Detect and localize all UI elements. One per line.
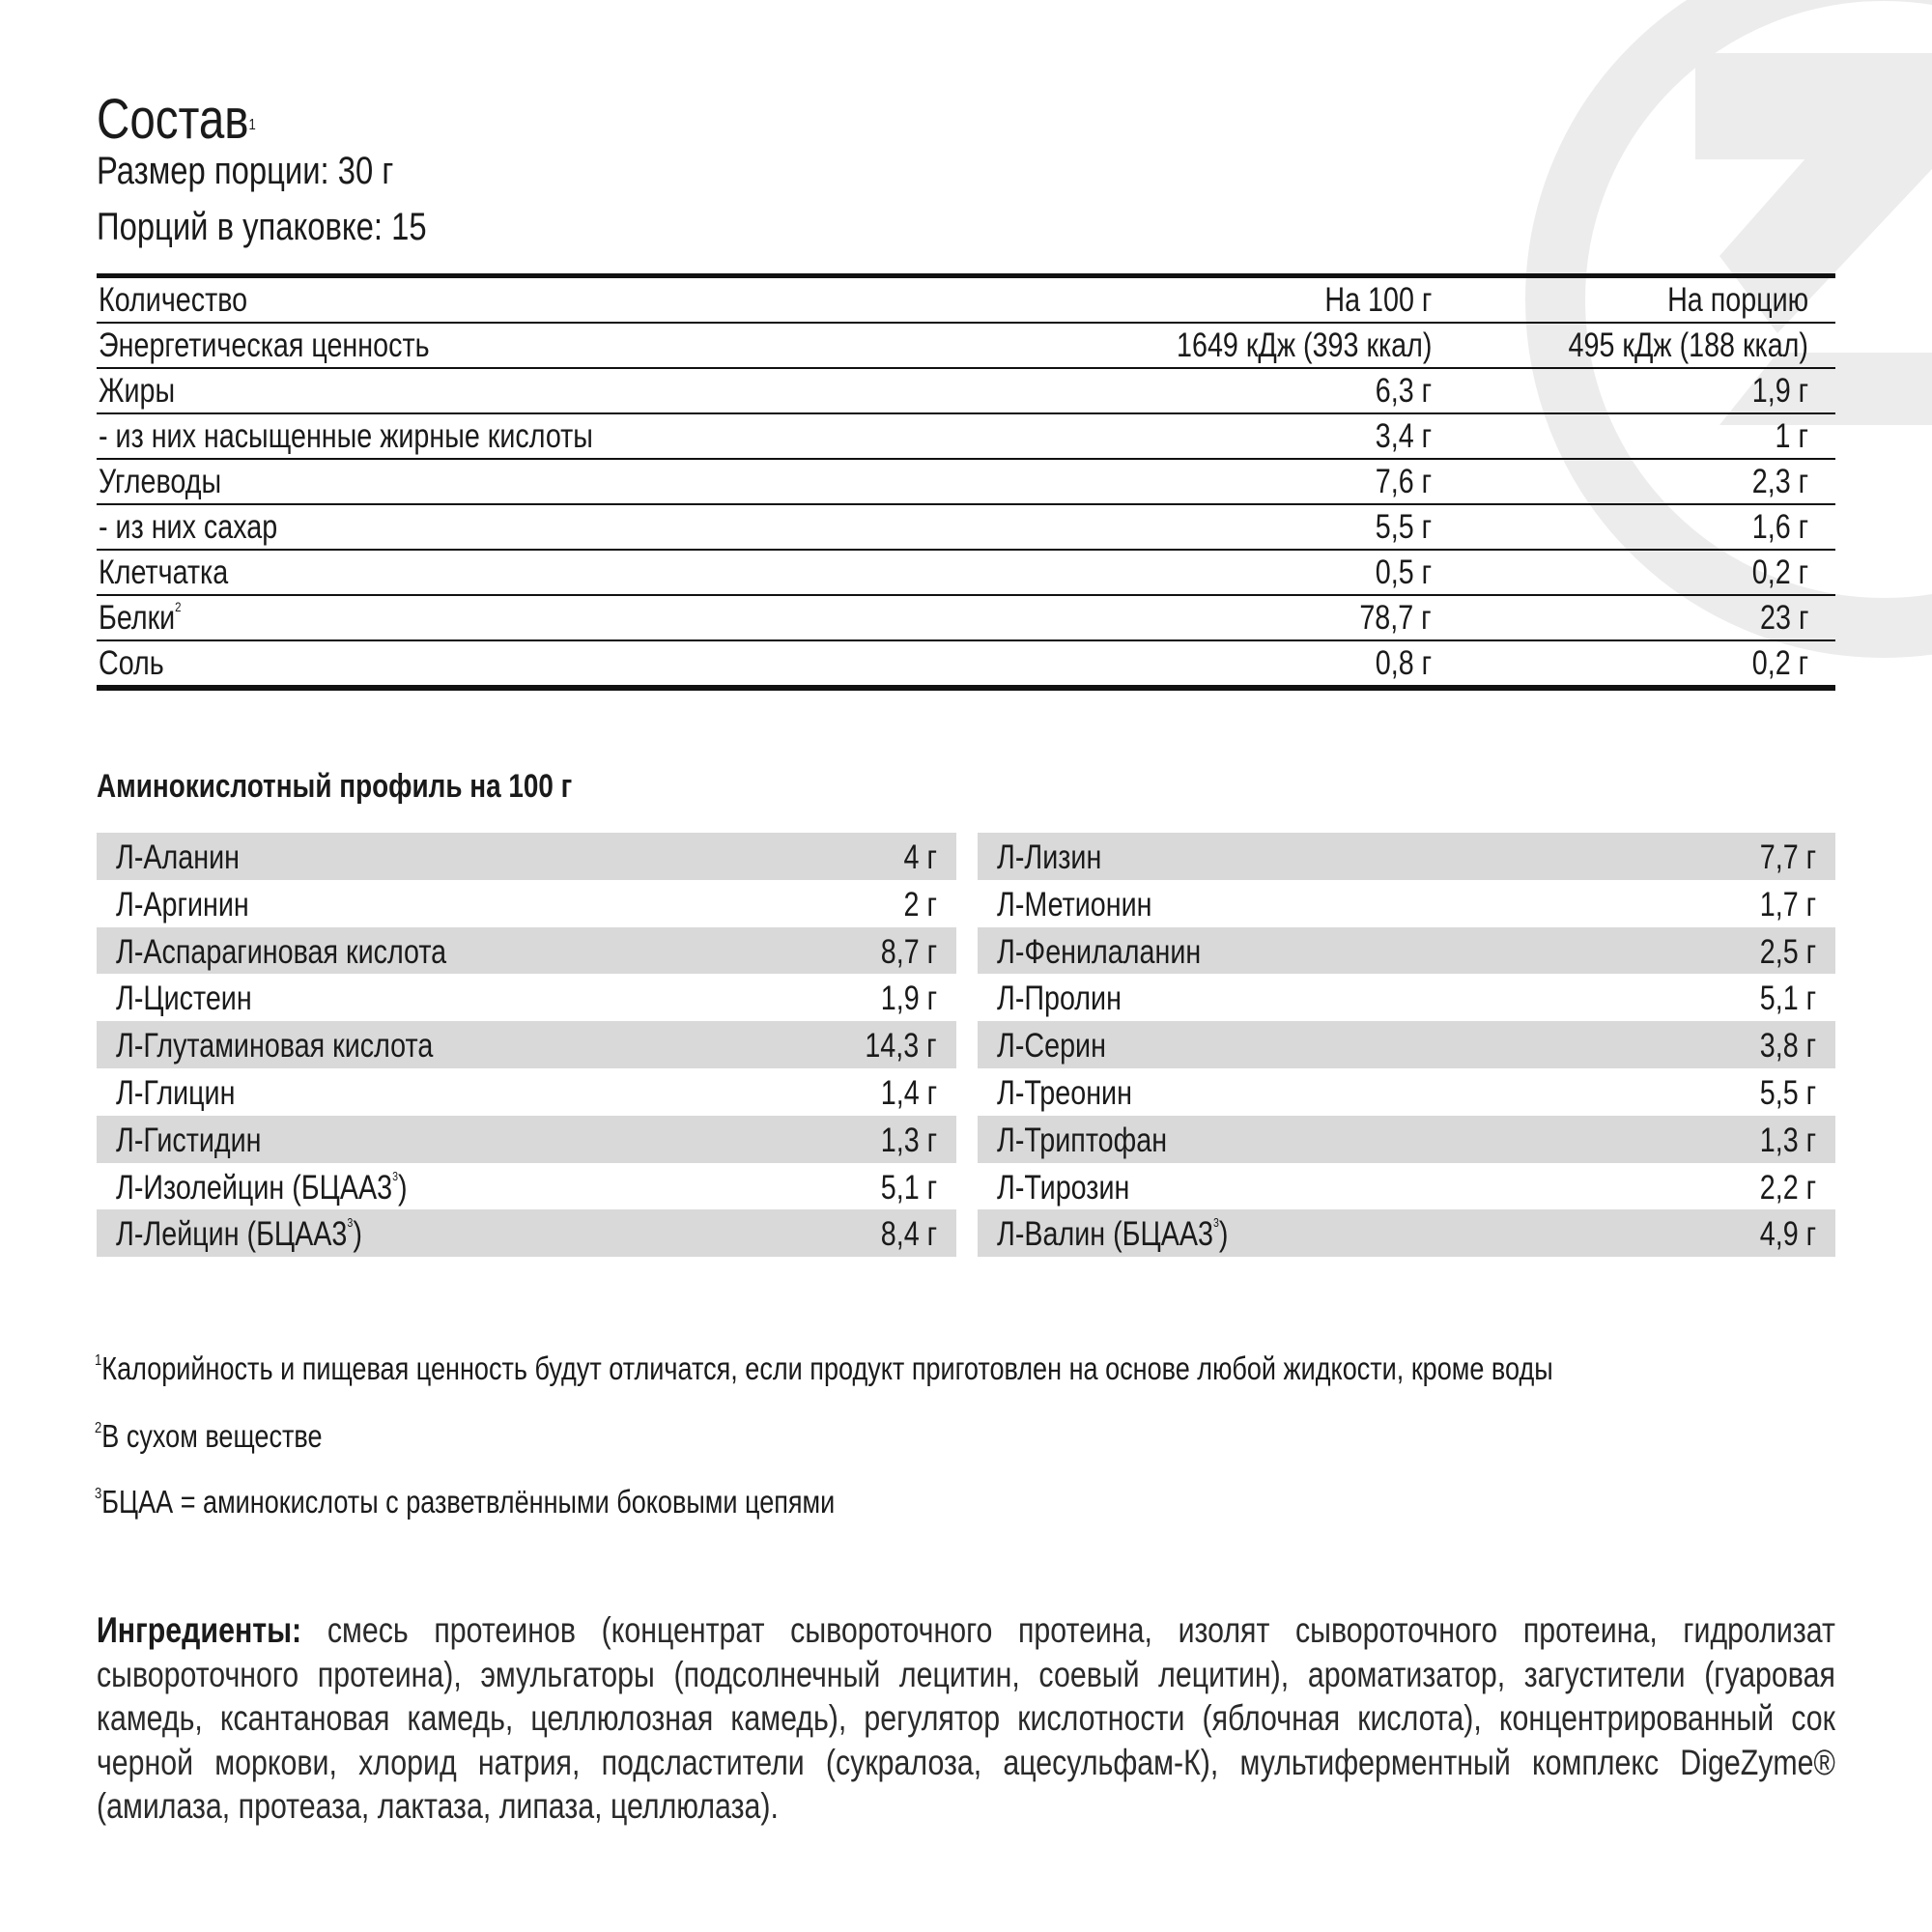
amino-name: Л-Глутаминовая кислота [116,1027,434,1065]
amino-name: Л-Треонин [997,1073,1132,1112]
nutrition-row [97,551,1835,596]
amino-value: 5,5 г [1759,1073,1816,1112]
amino-row [97,974,956,1021]
nutrient-name: Углеводы [99,463,222,500]
nutrient-name: Клетчатка [99,554,229,591]
serving-size: Размер порции: 30 г [97,150,394,192]
ingredients-label: Ингредиенты: [97,1610,302,1650]
nutrient-per-serving: 23 г [1759,599,1808,637]
ingredients-paragraph [97,1608,1835,1829]
amino-name: Л-Метионин [997,885,1152,923]
amino-name: Л-Аспарагиновая кислота [116,932,447,971]
amino-row [97,1116,956,1163]
amino-name: Л-Лейцин $(БЦАА3^3)$ [116,1215,362,1254]
amino-value: 4 г [903,838,937,876]
amino-name: Л-Серин [997,1027,1106,1065]
footnote-2: $^2$В сухом веществе [95,1418,323,1454]
amino-value: 5,1 г [880,1168,937,1207]
amino-name: Л-Валин $(БЦАА3^3)$ [997,1215,1229,1254]
amino-row [978,880,1835,927]
nutrition-header-row [97,278,1835,324]
amino-row [978,1116,1835,1163]
amino-value: 1,4 г [880,1073,937,1112]
amino-value: 4,9 г [1759,1215,1816,1254]
amino-row [97,1021,956,1068]
amino-row [978,1209,1835,1257]
amino-name: Л-Цистеин [116,980,252,1018]
amino-value: 8,7 г [880,932,937,971]
nutrition-row [97,596,1835,641]
nutrient-per-100g: 3,4 г [1375,417,1432,455]
amino-row [978,833,1835,880]
nutrition-row [97,324,1835,369]
amino-name: Л-Пролин [997,980,1122,1018]
header-per-serving: На порцию [1666,281,1808,319]
nutrient-per-100g: 0,5 г [1375,554,1432,591]
amino-value: 2 г [903,885,937,923]
footnote-3: $^3$БЦАА = аминокислоты с разветвлёнными боковыми цепями [95,1484,836,1520]
nutrient-per-serving: 0,2 г [1751,554,1808,591]
nutrition-row [97,369,1835,414]
amino-name: Л-Лизин [997,838,1102,876]
nutrition-table [97,273,1835,691]
amino-profile-title: Аминокислотный профиль на 100 г [97,768,573,805]
amino-value: 2,2 г [1759,1168,1816,1207]
amino-value: 2,5 г [1759,932,1816,971]
nutrient-name: Энергетическая ценность [99,327,430,364]
nutrient-per-100g: 0,8 г [1375,644,1432,682]
amino-row [978,974,1835,1021]
nutrient-per-serving: 495 кДж (188 ккал) [1568,327,1808,364]
amino-value: 5,1 г [1759,980,1816,1018]
nutrient-name: Соль [99,644,164,682]
amino-value: 3,8 г [1759,1027,1816,1065]
amino-table-right [978,833,1835,1257]
nutrition-row [97,414,1835,460]
amino-name: Л-Триптофан [997,1121,1168,1159]
nutrient-name: - из них сахар [99,508,278,546]
amino-table-left [97,833,956,1257]
amino-value: 1,3 г [880,1121,937,1159]
amino-row [978,1068,1835,1116]
nutrient-per-100g: 7,6 г [1375,463,1432,500]
nutrition-row [97,460,1835,505]
amino-value: 1,3 г [1759,1121,1816,1159]
servings-per-pack: Порций в упаковке: 15 [97,206,427,248]
nutrient-per-100g: 5,5 г [1375,508,1432,546]
amino-row [97,1209,956,1257]
nutrient-per-serving: 1 г [1775,417,1808,455]
nutrition-row [97,641,1835,685]
amino-value: 8,4 г [880,1215,937,1254]
amino-name: Л-Глицин [116,1073,236,1112]
nutrient-name: Белки$^2$ [99,599,182,637]
nutrient-per-serving: 2,3 г [1751,463,1808,500]
amino-row [97,927,956,975]
header-per-100g: На 100 г [1324,281,1432,319]
nutrient-per-100g: 1649 кДж (393 ккал) [1176,327,1432,364]
amino-footnote-mark: 3 [347,1215,354,1231]
amino-row [978,1163,1835,1210]
amino-value: 14,3 г [865,1027,937,1065]
amino-footnote-mark: 3 [392,1168,399,1183]
amino-value: 1,7 г [1759,885,1816,923]
amino-row [97,1163,956,1210]
amino-name: Л-Аланин [116,838,240,876]
nutrition-row [97,505,1835,551]
amino-footnote-mark: 3 [1212,1215,1219,1231]
amino-row [978,1021,1835,1068]
footnote-1: $^1$Калорийность и пищевая ценность будут отличатся, если продукт приготовлен на основе любой жидкости, кроме воды [95,1350,1553,1386]
nutrient-footnote-mark: 2 [175,599,182,614]
amino-name: Л-Фенилаланин [997,932,1202,971]
header-quantity: Количество [99,281,248,319]
nutrient-per-100g: 78,7 г [1359,599,1432,637]
nutrient-per-100g: 6,3 г [1375,372,1432,410]
amino-name: Л-Изолейцин $(БЦАА3^3)$ [116,1168,408,1207]
amino-row [97,833,956,880]
amino-name: Л-Гистидин [116,1121,262,1159]
amino-row [978,927,1835,975]
nutrient-name: - из них насыщенные жирные кислоты [99,417,593,455]
page-title: Состав$^1$ [97,88,256,151]
title-footnote-mark: 1 [248,117,256,133]
amino-name: Л-Тирозин [997,1168,1130,1207]
ingredients-text: смесь протеинов (концентрат сывороточного протеина, изолят сывороточного протеина, гидролизат сывороточного протеина), эмульгаторы (подсолнечный лецитин, соевый лецитин), ароматизатор, загустители (гуаровая камедь, ксантановая камедь, целлюлозная камедь), регулятор кислотности (яблочная кислота), концентрированный сок черной моркови, хлорид натрия, подсластители (сукралоза, ацесульфам-К), мультиферментный комплекс DigeZyme® (амилаза, протеаза, лактаза, липаза, целлюлаза). [97,1610,1835,1826]
nutrient-name: Жиры [99,372,176,410]
amino-name: Л-Аргинин [116,885,249,923]
amino-row [97,880,956,927]
nutrient-per-serving: 1,6 г [1751,508,1808,546]
amino-value: 7,7 г [1759,838,1816,876]
nutrient-per-serving: 0,2 г [1751,644,1808,682]
amino-row [97,1068,956,1116]
amino-value: 1,9 г [880,980,937,1018]
nutrient-per-serving: 1,9 г [1751,372,1808,410]
